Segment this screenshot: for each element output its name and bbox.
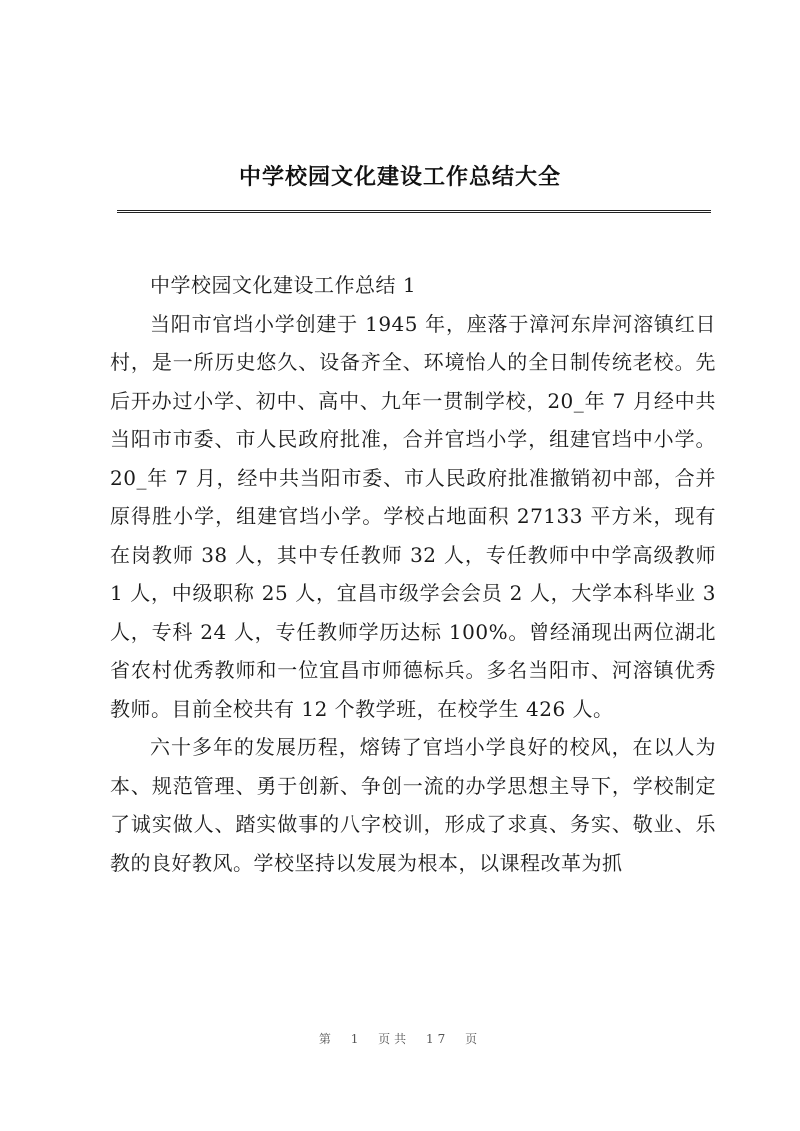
section-heading: 中学校园文化建设工作总结 1 — [150, 273, 417, 297]
document-title: 中学校园文化建设工作总结大全 — [238, 164, 561, 190]
footer-suffix: 页 — [465, 1032, 482, 1046]
footer-total-pages: 17 — [426, 1032, 450, 1046]
paragraph-2: 六十多年的发展历程，熔铸了官垱小学良好的校风，在以人为本、规范管理、勇于创新、争创一流的办学思想主导下，学校制定了诚实做人、踏实做事的八字校训，形成了求真、务实、敬业、乐教的良好教风。学校坚持以发展为根本，以课程改革为抓 — [110, 735, 716, 875]
footer-prefix: 第 — [318, 1032, 335, 1046]
title-divider — [117, 210, 711, 213]
document-body — [110, 266, 716, 882]
footer-middle: 页共 — [378, 1032, 411, 1046]
footer-current-page: 1 — [350, 1032, 363, 1046]
page-footer — [0, 1030, 800, 1047]
paragraph-1: 当阳市官垱小学创建于 1945 年，座落于漳河东岸河溶镇红日村，是一所历史悠久、设备齐全、环境怡人的全日制传统老校。先后开办过小学、初中、高中、九年一贯制学校，20_年 7 月经中共当阳市市委、市人民政府批准，合并官垱小学，组建官垱中小学。20_年 7 月，经中共当阳市委、市人民政府批准撤销初中部，合并原得胜小学，组建官垱小学。学校占地面积 27133 平方米，现有在岗教师 38 人，其中专任教师 32 人，专任教师中中学高级教师 1 人，中级职称 25 人，宜昌市级学会会员 2 人，大学本科毕业 3 人，专科 24 人，专任教师学历达标 100%。曾经涌现出两位湖北省农村优秀教师和一位宜昌市师德标兵。多名当阳市、河溶镇优秀教师。目前全校共有 12 个教学班，在校学生 426 人。 — [110, 311, 716, 721]
